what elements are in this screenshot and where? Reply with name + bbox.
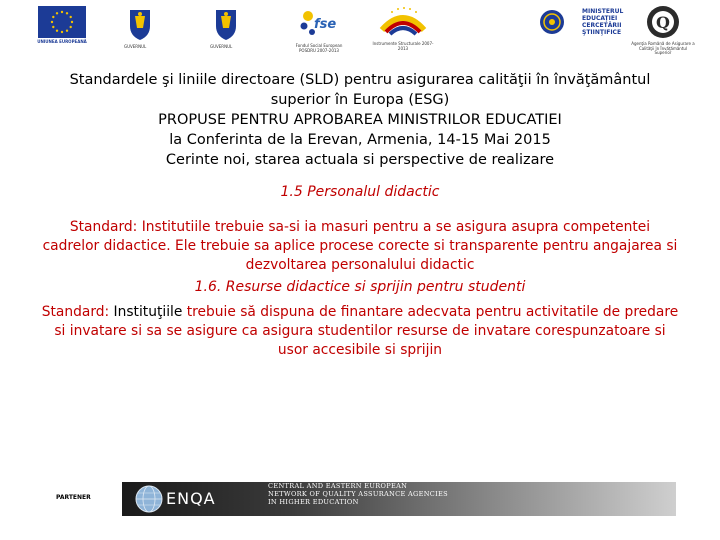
standard-1-6-text	[40, 303, 680, 360]
slide-content	[40, 70, 680, 360]
logo-strip	[0, 0, 720, 64]
heading-line: PROPUSE PENTRU APROBAREA MINISTRILOR EDUCATIEI	[158, 112, 562, 128]
eu-flag-icon	[38, 6, 86, 38]
standard-label: Standard:	[41, 304, 114, 320]
standard-1-5-text: Standard: Institutiile trebuie sa-si ia masuri pentru a se asigura asupra competentei cadrelor didactice. Ele trebuie sa aplice procese corecte si transparente pentru angajarea si dezvoltarea personalului didactic	[42, 219, 678, 273]
ministry-crest-icon	[538, 6, 566, 42]
enqa-banner	[122, 482, 676, 516]
partner-label: PARTENER	[56, 494, 91, 501]
globe-icon	[134, 484, 164, 514]
ministry-name: MINISTERUL EDUCAŢIEI CERCETĂRII ŞTIINŢIFICE	[582, 8, 624, 36]
heading-line: superior în Europa (ESG)	[270, 92, 450, 108]
guvern-caption: GUVERNUL	[210, 44, 233, 49]
instrumente-structurale-icon: Instrumente Structurale 2007-2013	[372, 4, 434, 62]
standard-body: trebuie să dispuna de finantare adecvata pentru activitatile de predare si invatare si sa se asigure ca asigura studentilor resurse de invatare corespunzatoare si usor accesibile si sprijin	[54, 304, 679, 358]
heading-line: la Conferinta de la Erevan, Armenia, 14-15 Mai 2015	[169, 132, 551, 148]
section-title-1-6: 1.6. Resurse didactice si sprijin pentru studenti	[194, 279, 526, 295]
guvern-caption: GUVERNUL	[124, 44, 147, 49]
eu-caption: UNIUNEA EUROPEANĂ	[37, 39, 87, 44]
enqa-wordmark: ENQA	[166, 489, 216, 508]
standard-keyword: Instituţiile	[113, 304, 183, 320]
heading-line: Cerinte noi, starea actuala si perspective de realizare	[165, 152, 555, 168]
government-crest-icon	[126, 6, 154, 42]
slide-heading	[40, 70, 680, 170]
section-title-1-5: 1.5 Personalul didactic	[280, 184, 440, 200]
government-crest-icon	[212, 6, 240, 42]
aracis-letter: Q	[656, 13, 670, 32]
heading-line: Standardele şi liniile directoare (SLD) pentru asigurarea calităţii în învăţământul	[69, 72, 651, 88]
fse-logo-icon: fse Fondul Social European POSDRU 2007-2013	[292, 6, 346, 62]
enqa-network-name: CENTRAL AND EASTERN EUROPEAN NETWORK OF QUALITY ASSURANCE AGENCIES IN HIGHER EDUCATION	[268, 482, 448, 506]
aracis-logo-icon: Q Agenţia Română de Asigurare a Calităţii în Învăţământul Superior	[630, 4, 696, 64]
fse-letters: fse	[314, 17, 337, 32]
